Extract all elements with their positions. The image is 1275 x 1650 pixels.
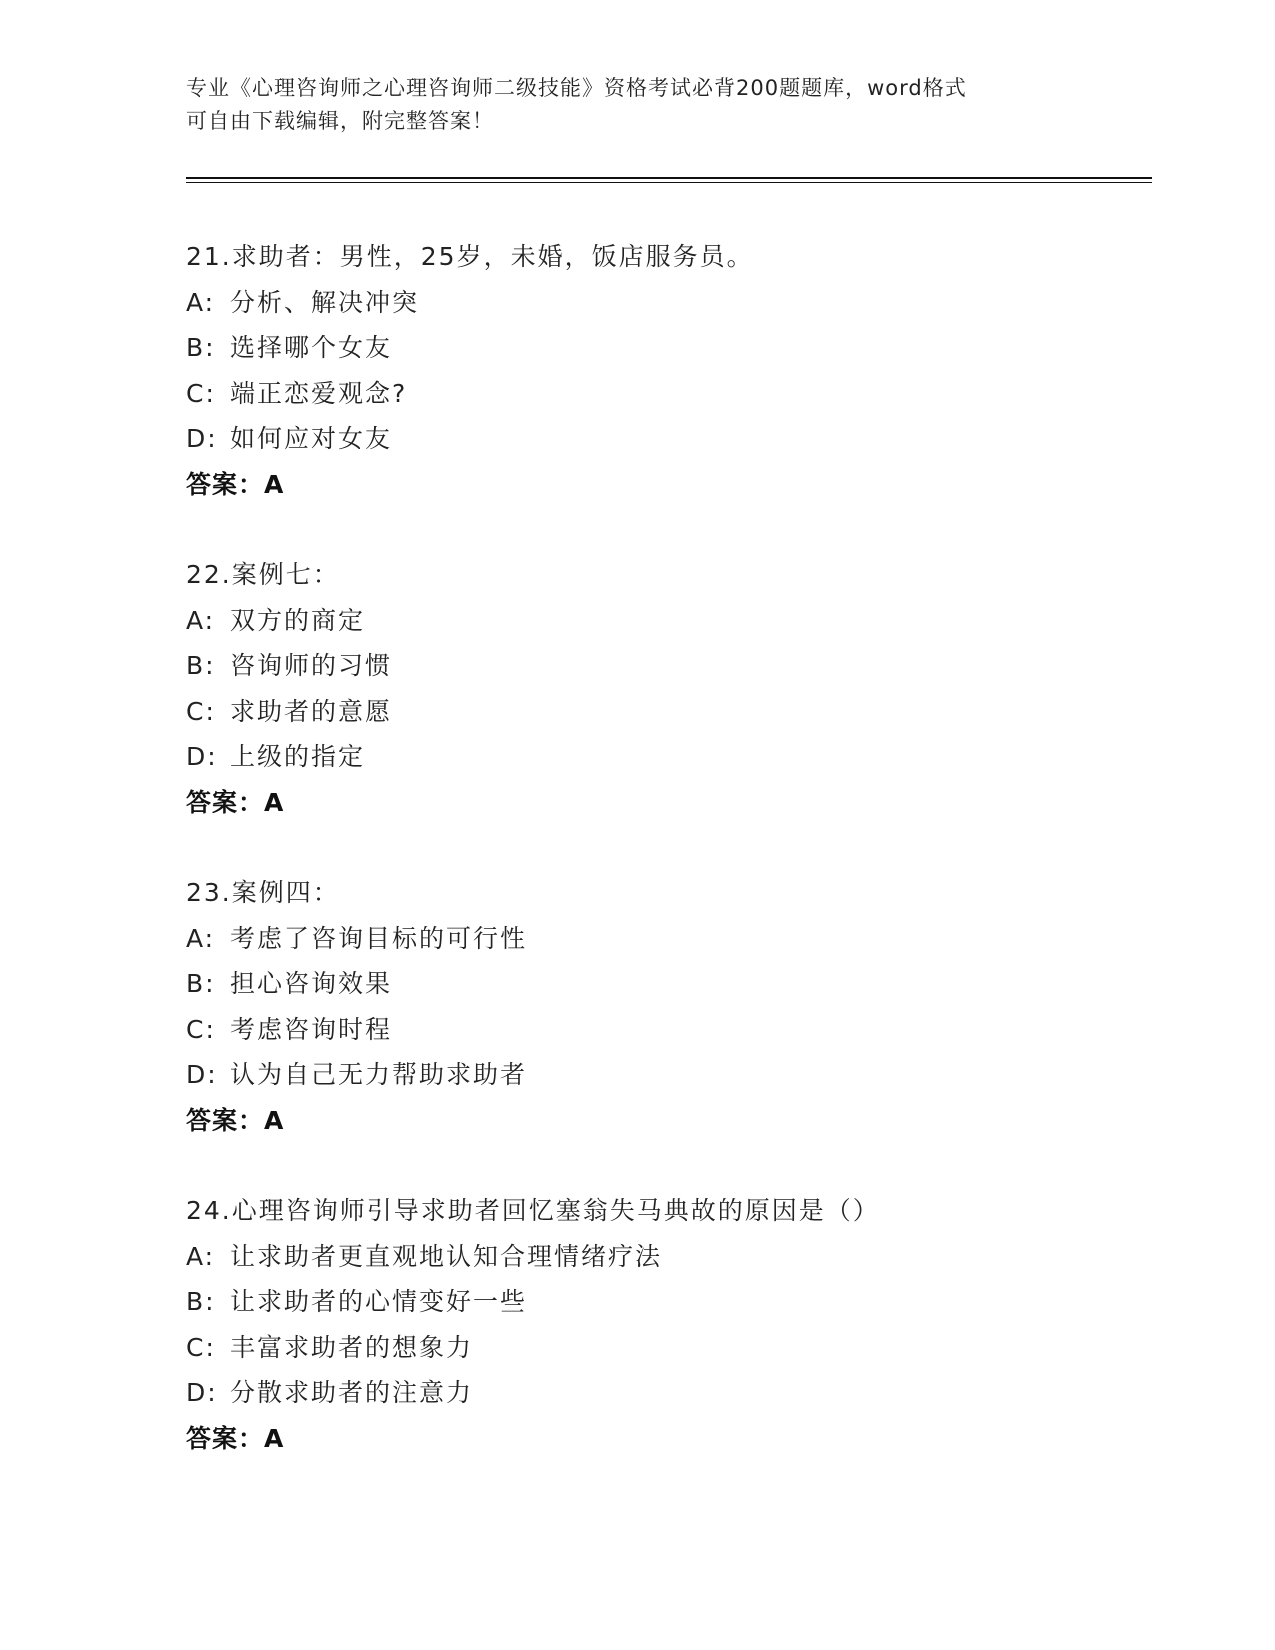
option-c xyxy=(186,1325,1146,1371)
question-stem: 23.案例四： xyxy=(186,878,340,907)
option-key: D: xyxy=(186,742,218,771)
option-text: 双方的商定 xyxy=(230,605,366,635)
question-stem: 22.案例七： xyxy=(186,560,340,589)
question-21 xyxy=(186,234,1146,507)
option-key: A: xyxy=(186,605,216,635)
option-key: B: xyxy=(186,333,216,362)
option-c xyxy=(186,1007,1146,1053)
option-text: 咨询师的习惯 xyxy=(230,651,393,680)
option-text: 认为自己无力帮助求助者 xyxy=(230,1060,528,1089)
option-d xyxy=(186,734,1146,780)
option-d xyxy=(186,1370,1146,1416)
option-key: B: xyxy=(186,969,216,998)
option-key: A: xyxy=(186,1241,216,1271)
option-key: C: xyxy=(186,696,216,726)
question-stem: 24.心理咨询师引导求助者回忆塞翁失马典故的原因是（） xyxy=(186,1196,880,1225)
option-key: B: xyxy=(186,1287,216,1316)
answer-label: 答案：A xyxy=(186,1423,285,1453)
option-b xyxy=(186,1279,1146,1325)
question-22 xyxy=(186,552,1146,825)
option-key: D: xyxy=(186,424,218,453)
answer-label: 答案：A xyxy=(186,787,285,817)
option-key: D: xyxy=(186,1378,218,1407)
option-text: 考虑了咨询目标的可行性 xyxy=(230,923,528,953)
option-a xyxy=(186,916,1146,962)
header-divider-thin xyxy=(186,182,1152,183)
answer-label: 答案：A xyxy=(186,469,285,499)
question-23 xyxy=(186,870,1146,1143)
header-line-1: 专业《心理咨询师之心理咨询师二级技能》资格考试必背200题题库，word格式 xyxy=(186,76,967,100)
question-list xyxy=(186,234,1146,1506)
document-header xyxy=(186,72,1086,138)
option-key: B: xyxy=(186,651,216,680)
option-key: C: xyxy=(186,378,216,408)
option-text: 让求助者的心情变好一些 xyxy=(230,1287,528,1316)
header-divider-thick xyxy=(186,177,1152,179)
option-text: 选择哪个女友 xyxy=(230,333,393,362)
option-d xyxy=(186,1052,1146,1098)
question-stem: 21.求助者：男性，25岁，未婚，饭店服务员。 xyxy=(186,242,754,271)
option-key: A: xyxy=(186,287,216,317)
option-text: 求助者的意愿 xyxy=(230,696,393,726)
option-a xyxy=(186,1234,1146,1280)
option-b xyxy=(186,325,1146,371)
option-text: 担心咨询效果 xyxy=(230,969,393,998)
option-a xyxy=(186,598,1146,644)
option-text: 丰富求助者的想象力 xyxy=(230,1332,474,1362)
option-text: 分散求助者的注意力 xyxy=(230,1378,474,1407)
option-text: 端正恋爱观念? xyxy=(230,378,408,408)
option-c xyxy=(186,371,1146,417)
option-text: 上级的指定 xyxy=(230,742,366,771)
option-d xyxy=(186,416,1146,462)
option-text: 让求助者更直观地认知合理情绪疗法 xyxy=(230,1241,663,1271)
option-text: 分析、解决冲突 xyxy=(230,287,420,317)
option-key: C: xyxy=(186,1332,216,1362)
option-c xyxy=(186,689,1146,735)
option-b xyxy=(186,961,1146,1007)
option-key: A: xyxy=(186,923,216,953)
option-text: 考虑咨询时程 xyxy=(230,1014,393,1044)
answer-label: 答案：A xyxy=(186,1105,285,1135)
option-a xyxy=(186,280,1146,326)
option-b xyxy=(186,643,1146,689)
option-text: 如何应对女友 xyxy=(230,424,393,453)
option-key: C: xyxy=(186,1014,216,1044)
option-key: D: xyxy=(186,1060,218,1089)
question-24 xyxy=(186,1188,1146,1461)
header-line-2: 可自由下载编辑，附完整答案！ xyxy=(186,109,494,133)
